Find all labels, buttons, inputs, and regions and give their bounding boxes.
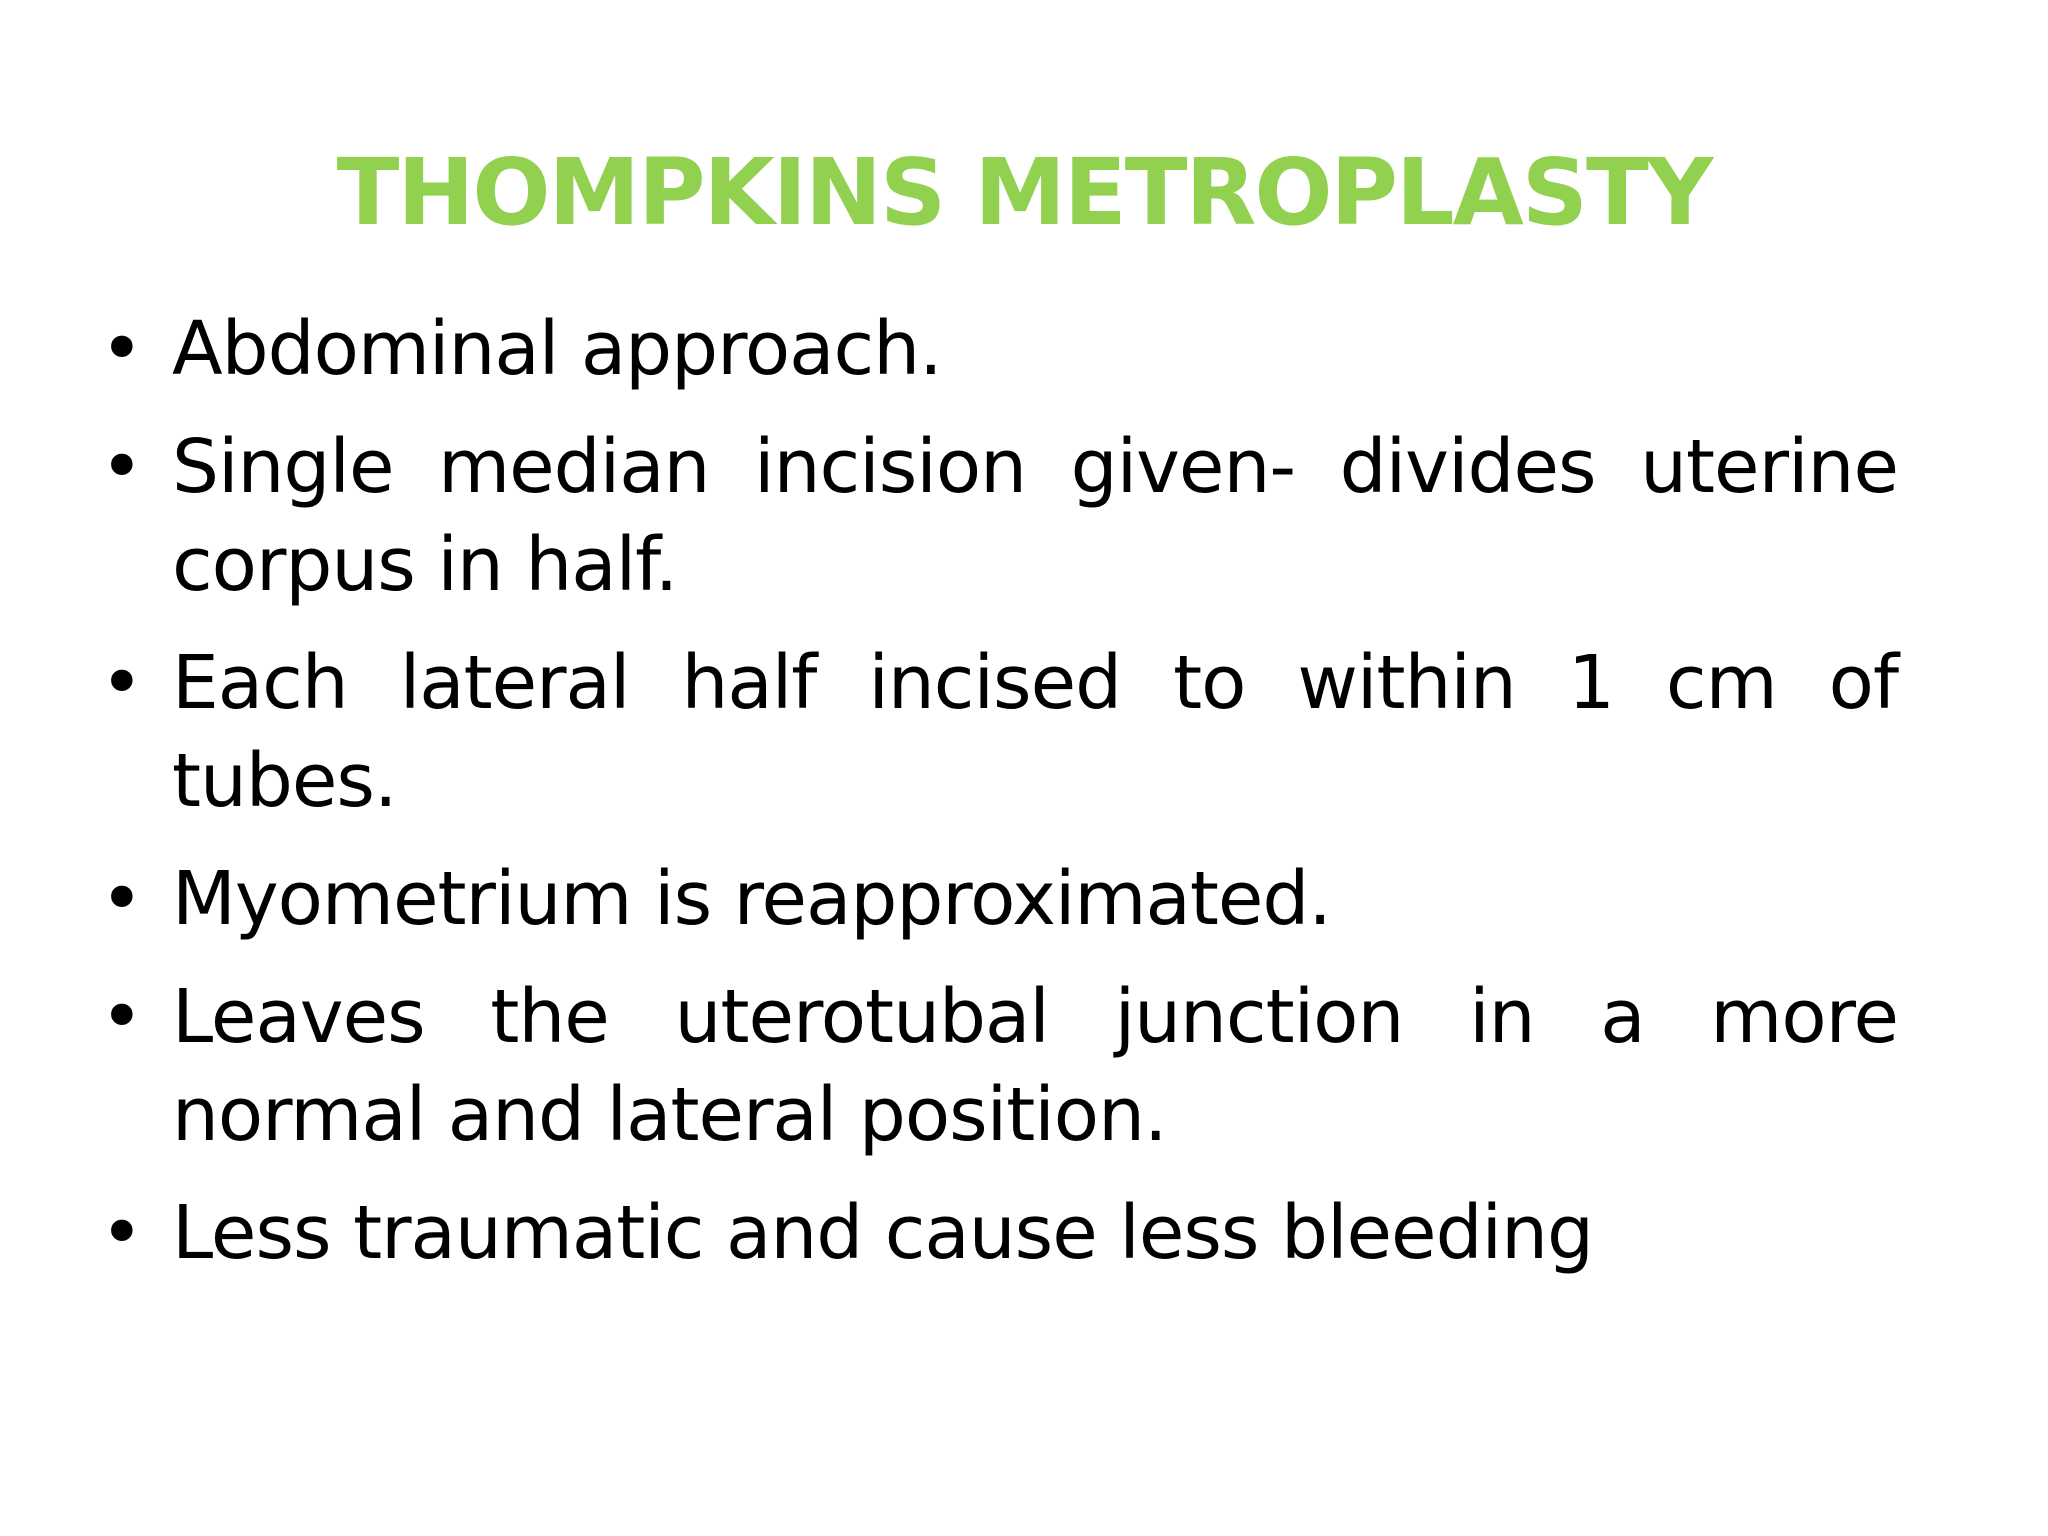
bullet-dot-icon: • — [100, 306, 143, 392]
bullet-item — [88, 968, 1898, 1164]
bullet-text: Leaves the uterotubal junction in a more normal and lateral position. — [172, 974, 1898, 1158]
bullet-item — [88, 300, 1898, 398]
bullet-dot-icon: • — [100, 856, 143, 942]
bullet-item — [88, 1184, 1898, 1282]
bullet-dot-icon: • — [100, 1190, 143, 1276]
bullet-item — [88, 850, 1898, 948]
slide-title: THOMPKINS METROPLASTY — [336, 139, 1712, 246]
bullet-text: Abdominal approach. — [172, 306, 942, 392]
bullet-dot-icon: • — [100, 974, 143, 1060]
bullet-list — [88, 300, 1898, 1302]
bullet-item — [88, 634, 1898, 830]
bullet-text: Each lateral half incised to within 1 cm of tubes. — [172, 640, 1898, 824]
bullet-text: Less traumatic and cause less bleeding — [172, 1190, 1593, 1276]
bullet-item — [88, 418, 1898, 614]
bullet-text: Single median incision given- divides uterine corpus in half. — [172, 424, 1898, 608]
bullet-text: Myometrium is reapproximated. — [172, 856, 1331, 942]
bullet-dot-icon: • — [100, 640, 143, 726]
bullet-dot-icon: • — [100, 424, 143, 510]
